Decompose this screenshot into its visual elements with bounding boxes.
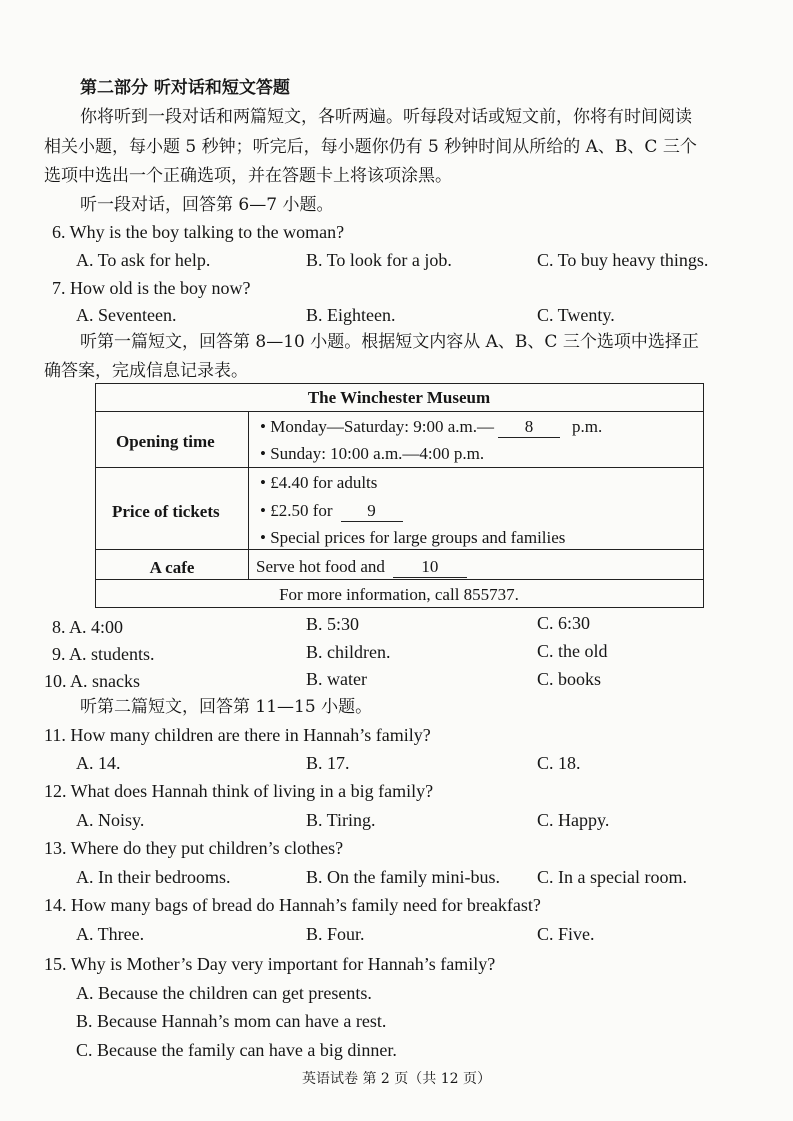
- opening-sunday-row: • Sunday: 10:00 a.m.—4:00 p.m.: [260, 444, 485, 463]
- info-contact: For more information, call 855737.: [279, 585, 519, 604]
- q12-option-a: A. Noisy.: [76, 810, 145, 830]
- q14-option-a: A. Three.: [76, 924, 145, 944]
- section-intro-line-1: 你将听到一段对话和两篇短文，各听两遍。听每段对话或短文前，你将有时间阅读: [80, 107, 692, 127]
- q12-option-c: C. Happy.: [537, 810, 610, 830]
- question-7-stem: 7. How old is the boy now?: [52, 278, 251, 298]
- question-12-stem: 12. What does Hannah think of living in a big family?: [44, 781, 434, 801]
- q13-option-a: A. In their bedrooms.: [76, 867, 231, 887]
- q13-option-c: C. In a special room.: [537, 867, 687, 887]
- q7-option-c: C. Twenty.: [537, 305, 615, 325]
- passage1-instruction-1: 听第一篇短文，回答第 8—10 小题。根据短文内容从 A、B、C 三个选项中选择正: [80, 332, 699, 352]
- q6-option-b: B. To look for a job.: [306, 250, 452, 270]
- q14-option-b: B. Four.: [306, 924, 365, 944]
- q10-option-c: C. books: [537, 669, 602, 689]
- price-row-9: • £2.50 for 9: [260, 501, 403, 522]
- passage1-instruction-2: 确答案，完成信息记录表。: [44, 361, 248, 381]
- q15-option-b: B. Because Hannah’s mom can have a rest.: [76, 1011, 387, 1031]
- q10-option-a: 10. A. snacks: [44, 671, 140, 691]
- q12-option-b: B. Tiring.: [306, 810, 376, 830]
- q9-option-a: 9. A. students.: [52, 644, 155, 664]
- opening-weekday-row: • Monday—Saturday: 9:00 a.m.— 8 p.m.: [260, 417, 603, 436]
- section-title: 第二部分 听对话和短文答题: [80, 78, 290, 98]
- q6-option-c: C. To buy heavy things.: [537, 250, 709, 270]
- q15-option-a: A. Because the children can get presents.: [76, 983, 372, 1003]
- info-record-table: [95, 383, 704, 608]
- question-15-stem: 15. Why is Mother’s Day very important for Hannah’s family?: [44, 954, 496, 974]
- price-special: • Special prices for large groups and families: [260, 528, 566, 547]
- blank-10: 10: [393, 557, 467, 578]
- q8-option-a: 8. A. 4:00: [52, 617, 124, 637]
- question-14-stem: 14. How many bags of bread do Hannah’s family need for breakfast?: [44, 895, 541, 915]
- blank-9: 9: [341, 501, 403, 522]
- question-6-stem: 6. Why is the boy talking to the woman?: [52, 222, 345, 242]
- q9-option-c: C. the old: [537, 641, 608, 661]
- passage2-instruction: 听第二篇短文，回答第 11—15 小题。: [80, 697, 373, 717]
- cafe-row: Serve hot food and 10: [256, 557, 467, 578]
- dialog-instruction: 听一段对话，回答第 6—7 小题。: [80, 195, 334, 215]
- section-intro-line-2: 相关小题，每小题 5 秒钟；听完后，每小题你仍有 5 秒钟时间从所给的 A、B、C 三个: [44, 137, 697, 157]
- price-label: Price of tickets: [112, 502, 220, 521]
- q10-option-b: B. water: [306, 669, 367, 689]
- table-title: The Winchester Museum: [307, 388, 491, 407]
- q13-option-b: B. On the family mini-bus.: [306, 867, 500, 887]
- q11-option-a: A. 14.: [76, 753, 121, 773]
- opening-time-label: Opening time: [116, 432, 215, 451]
- q15-option-c: C. Because the family can have a big dinner.: [76, 1040, 397, 1060]
- price-adults: • £4.40 for adults: [260, 473, 378, 492]
- q7-option-a: A. Seventeen.: [76, 305, 177, 325]
- q8-option-c: C. 6:30: [537, 613, 591, 633]
- cafe-label: A cafe: [149, 558, 195, 577]
- question-11-stem: 11. How many children are there in Hannah’s family?: [44, 725, 431, 745]
- section-intro-line-3: 选项中选出一个正确选项，并在答题卡上将该项涂黑。: [44, 166, 452, 186]
- blank-8: 8: [498, 417, 560, 438]
- q7-option-b: B. Eighteen.: [306, 305, 396, 325]
- q11-option-c: C. 18.: [537, 753, 581, 773]
- q6-option-a: A. To ask for help.: [76, 250, 211, 270]
- q8-option-b: B. 5:30: [306, 614, 360, 634]
- q9-option-b: B. children.: [306, 642, 391, 662]
- q11-option-b: B. 17.: [306, 753, 350, 773]
- question-13-stem: 13. Where do they put children’s clothes?: [44, 838, 344, 858]
- page-footer: 英语试卷 第 2 页（共 12 页）: [302, 1071, 491, 1087]
- q14-option-c: C. Five.: [537, 924, 595, 944]
